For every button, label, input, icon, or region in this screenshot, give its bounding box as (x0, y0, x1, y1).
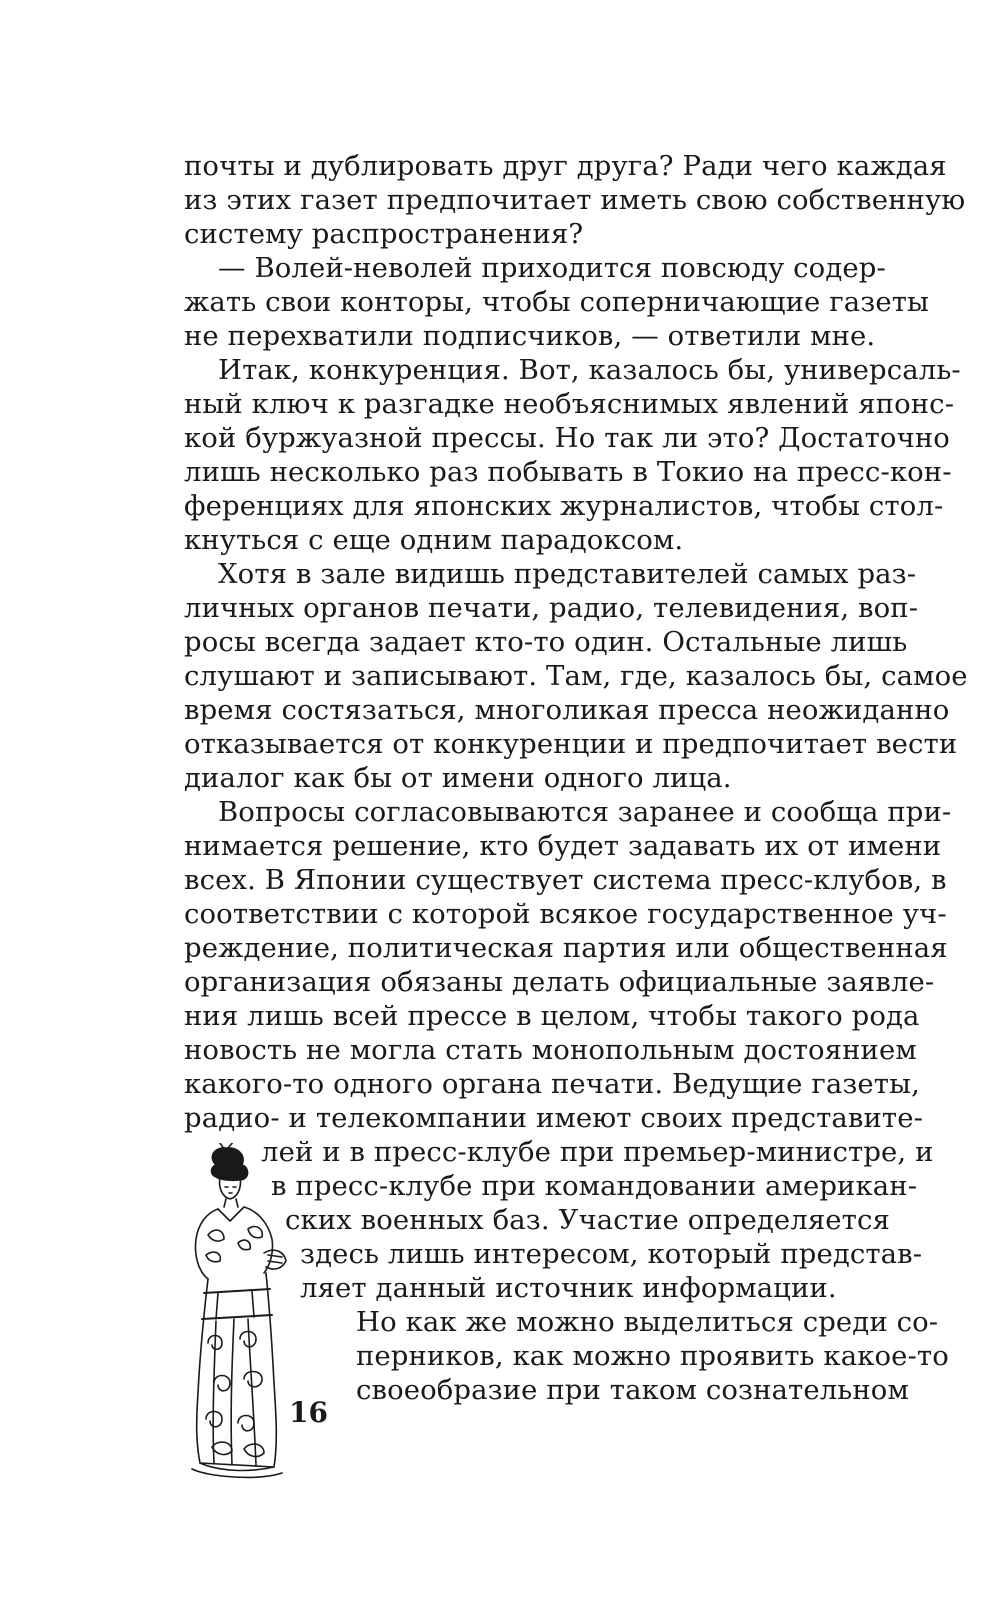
text-line: жать свои конторы, чтобы соперничающие газеты (184, 286, 930, 318)
text-line: Но как же можно выделиться среди со- (356, 1306, 939, 1338)
text-line: ния лишь всей прессе в целом, чтобы такого рода (184, 1000, 920, 1032)
text-line: организация обязаны делать официальные заявле- (184, 966, 935, 998)
text-line: личных органов печати, радио, телевидения, воп- (184, 592, 919, 624)
text-line: своеобразие при таком сознательном (356, 1374, 909, 1406)
text-line: кой буржуазной прессы. Но так ли это? Достаточно (184, 422, 950, 454)
text-line: из этих газет предпочитает иметь свою собственную (184, 184, 966, 216)
page-number: 16 (289, 1396, 328, 1429)
text-line: лишь несколько раз побывать в Токио на пресс-кон- (184, 456, 952, 488)
text-line: почты и дублировать друг друга? Ради чего каждая (184, 150, 947, 182)
text-line: ляет данный источник информации. (300, 1272, 837, 1304)
text-line: систему распространения? (184, 218, 584, 250)
text-line: какого-то одного органа печати. Ведущие газеты, (184, 1068, 920, 1100)
text-line: соответствии с которой всякое государственное уч- (184, 898, 947, 930)
text-line: не перехватили подписчиков, — ответили мне. (184, 320, 876, 352)
text-line: Хотя в зале видишь представителей самых раз- (218, 558, 917, 590)
text-line: нимается решение, кто будет задавать их от имени (184, 830, 942, 862)
text-line: лей и в пресс-клубе при премьер-министре, и (261, 1136, 934, 1168)
text-line: — Волей-неволей приходится повсюду содер- (218, 252, 886, 284)
text-line: диалог как бы от имени одного лица. (184, 762, 732, 794)
text-line: отказывается от конкуренции и предпочитает вести (184, 728, 958, 760)
text-line: слушают и записывают. Там, где, казалось бы, самое (184, 660, 968, 692)
text-line: кнуться с еще одним парадоксом. (184, 524, 684, 556)
text-line: всех. В Японии существует система пресс-клубов, в (184, 864, 947, 896)
text-line: реждение, политическая партия или общественная (184, 932, 948, 964)
text-line: здесь лишь интересом, который представ- (300, 1238, 923, 1270)
text-line: время состязаться, многоликая пресса неожиданно (184, 694, 950, 726)
text-line: росы всегда задает кто-то один. Остальные лишь (184, 626, 908, 658)
text-line: Итак, конкуренция. Вот, казалось бы, универсаль- (218, 354, 961, 386)
text-line: в пресс-клубе при командовании американ- (271, 1170, 918, 1202)
text-line: радио- и телекомпании имеют своих представите- (184, 1102, 923, 1134)
text-line: ный ключ к разгадке необъяснимых явлений японс- (184, 388, 955, 420)
text-line: перников, как можно проявить какое-то (356, 1340, 949, 1372)
text-line: ференциях для японских журналистов, чтобы стол- (184, 490, 944, 522)
text-line: новость не могла стать монопольным достоянием (184, 1034, 917, 1066)
text-line: Вопросы согласовываются заранее и сообща при- (218, 796, 952, 828)
text-line: ских военных баз. Участие определяется (285, 1204, 890, 1236)
geisha-illustration (178, 1143, 302, 1483)
